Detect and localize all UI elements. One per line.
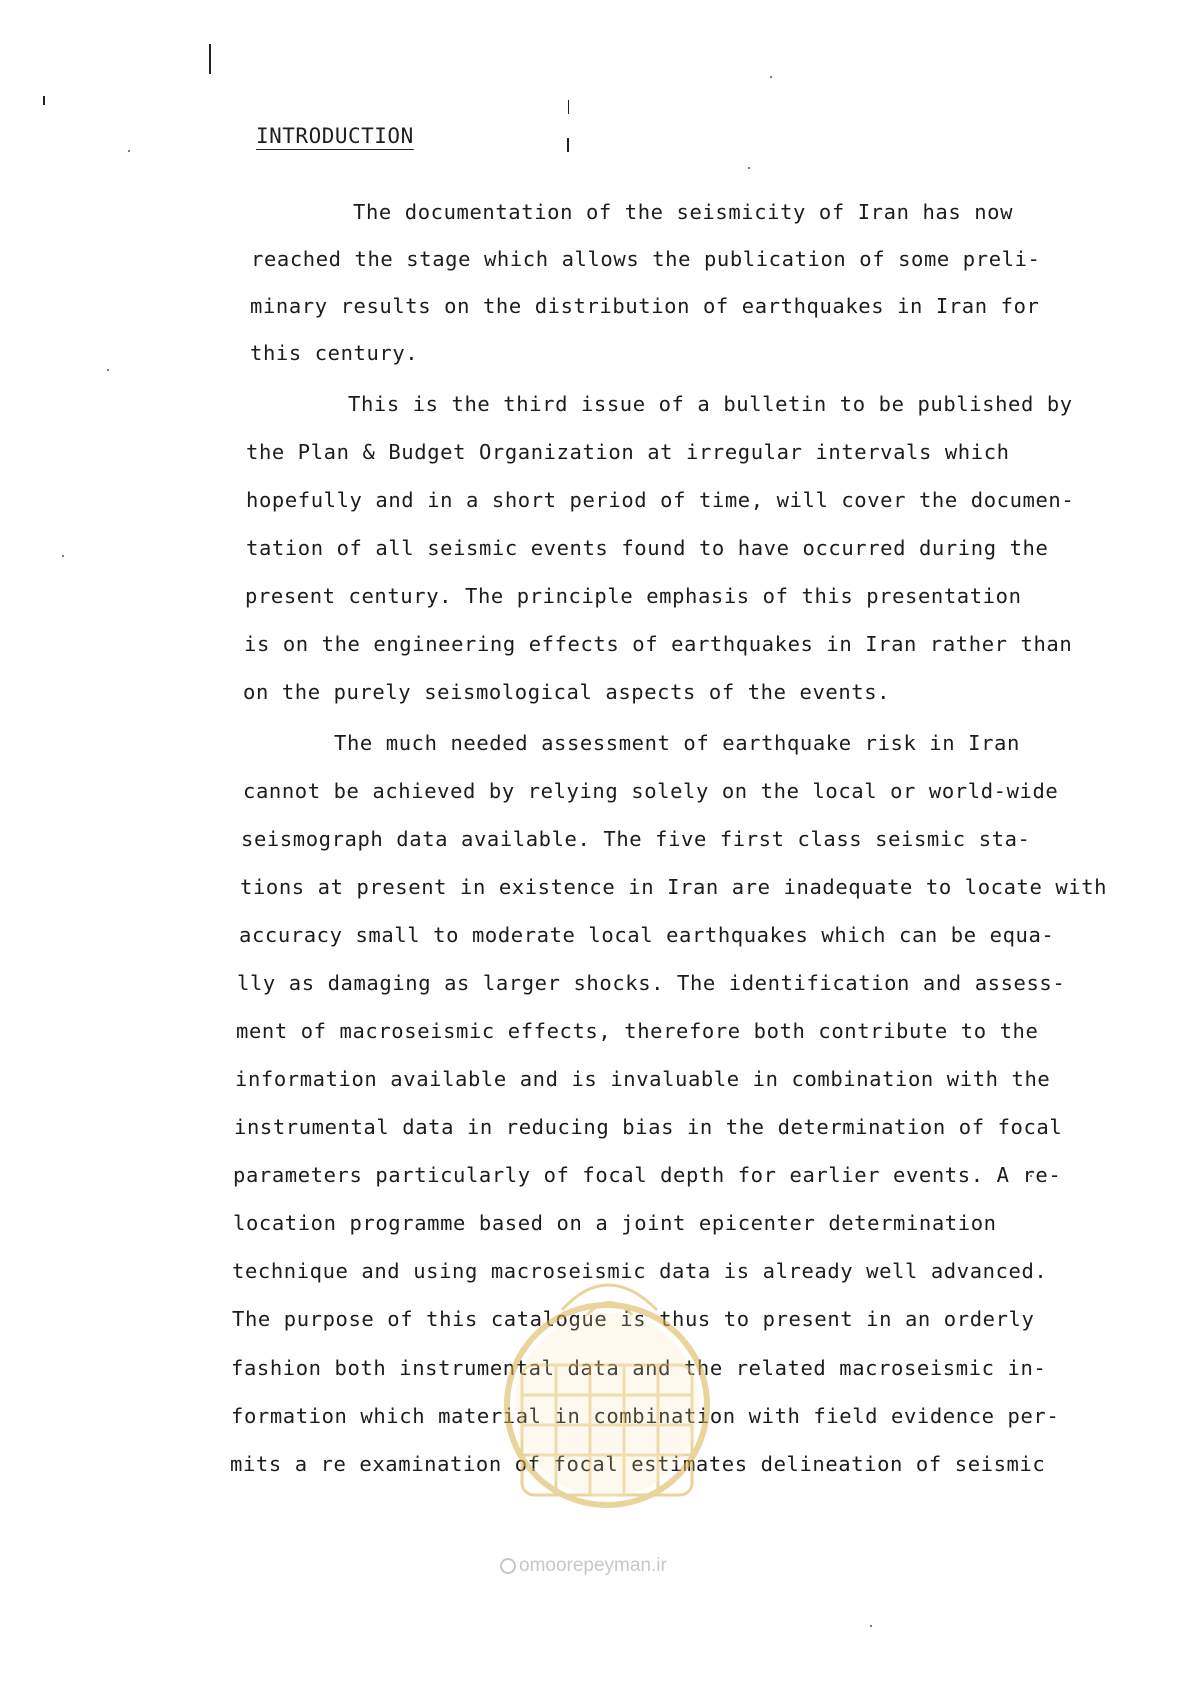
scan-speck xyxy=(128,150,130,152)
paragraph-line: instrumental data in reducing bias in the determination of focal xyxy=(234,1115,1063,1139)
paragraph-line: minary results on the distribution of earthquakes in Iran for xyxy=(250,294,1040,318)
section-heading: INTRODUCTION xyxy=(256,124,414,148)
paragraph-line: technique and using macroseismic data is already well advanced. xyxy=(232,1259,1048,1283)
paragraph-line: tions at present in existence in Iran are inadequate to locate with xyxy=(240,875,1108,899)
watermark-text xyxy=(500,1555,667,1577)
paragraph-line: seismograph data available. The five first class seismic sta- xyxy=(241,827,1031,851)
paragraph-line: tation of all seismic events found to have occurred during the xyxy=(246,536,1049,560)
paragraph-line: information available and is invaluable in combination with the xyxy=(235,1067,1051,1091)
scan-mark xyxy=(568,100,569,114)
at-sign-icon xyxy=(500,1558,516,1574)
paragraph-line: reached the stage which allows the publication of some preli- xyxy=(251,247,1041,271)
paragraph-line: The documentation of the seismicity of Iran has now xyxy=(353,200,1014,224)
paragraph-line: cannot be achieved by relying solely on the local or world-wide xyxy=(243,779,1059,803)
paragraph-line: The much needed assessment of earthquake risk in Iran xyxy=(334,731,1020,755)
paragraph-line: fashion both instrumental data and the related macroseismic in- xyxy=(231,1356,1047,1380)
paragraph-line: the Plan & Budget Organization at irregular intervals which xyxy=(246,440,1010,464)
paragraph-line: accuracy small to moderate local earthquakes which can be equa- xyxy=(239,923,1055,947)
paragraph-line: on the purely seismological aspects of the events. xyxy=(243,680,891,704)
paragraph-line: hopefully and in a short period of time, will cover the documen- xyxy=(246,488,1075,512)
paragraph-line: ment of macroseismic effects, therefore both contribute to the xyxy=(236,1019,1039,1043)
scan-mark xyxy=(209,44,211,74)
paragraph-line: formation which material in combination with field evidence per- xyxy=(231,1404,1060,1428)
scan-mark xyxy=(43,96,45,105)
scan-speck xyxy=(62,555,64,557)
paragraph-line: lly as damaging as larger shocks. The identification and assess- xyxy=(237,971,1066,995)
scan-speck xyxy=(870,1625,872,1627)
paragraph-line: mits a re examination of focal estimates delineation of seismic xyxy=(230,1452,1046,1476)
paragraph-line: this century. xyxy=(250,341,419,365)
scan-speck xyxy=(770,76,772,78)
paragraph-line: This is the third issue of a bulletin to be published by xyxy=(348,392,1073,416)
paragraph-line: location programme based on a joint epicenter determination xyxy=(233,1211,997,1235)
paragraph-line: is on the engineering effects of earthquakes in Iran rather than xyxy=(244,632,1073,656)
paragraph-line: present century. The principle emphasis of this presentation xyxy=(245,584,1022,608)
scan-speck xyxy=(107,369,109,371)
paragraph-line: The purpose of this catalogue is thus to present in an orderly xyxy=(232,1307,1035,1331)
scan-speck xyxy=(748,167,750,169)
watermark-label: omoorepeyman.ir xyxy=(519,1555,667,1576)
seal-stamp-icon xyxy=(492,1255,722,1525)
scan-mark xyxy=(567,138,569,152)
paragraph-line: parameters particularly of focal depth for earlier events. A re- xyxy=(233,1163,1062,1187)
